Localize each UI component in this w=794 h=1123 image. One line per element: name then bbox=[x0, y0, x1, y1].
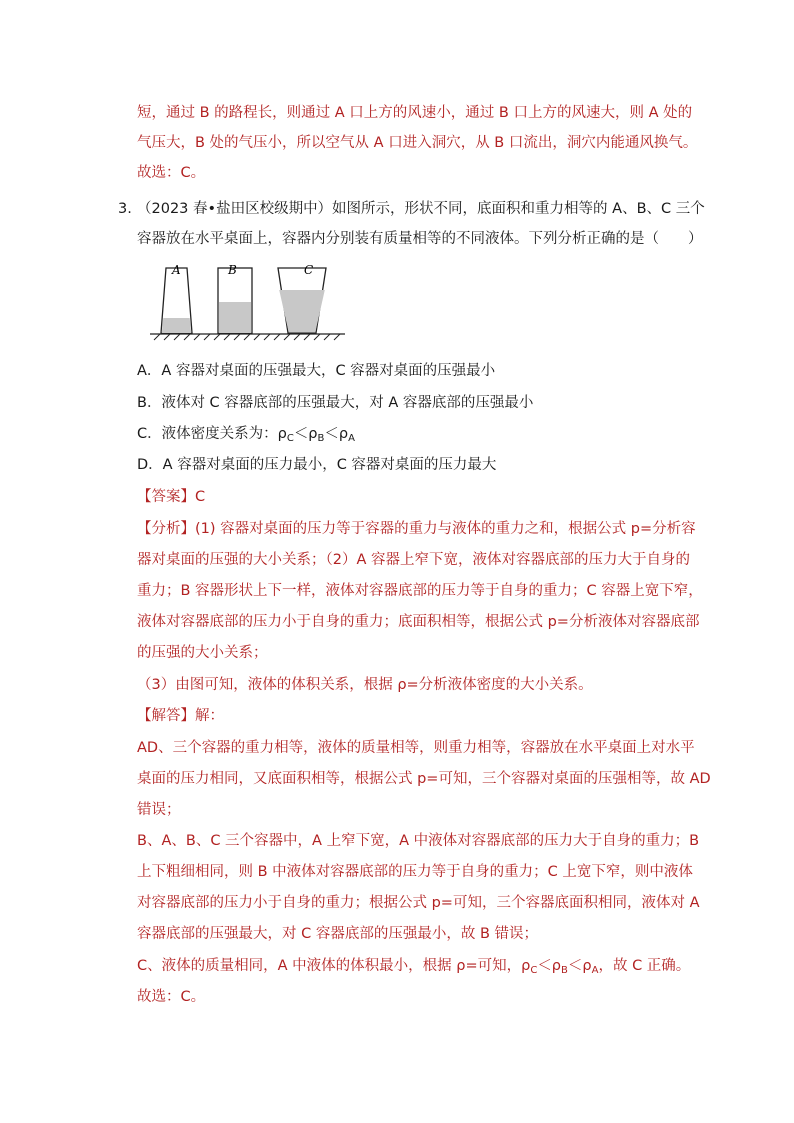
option-d: D．A 容器对桌面的压力最小，C 容器对桌面的压力最大 bbox=[137, 457, 497, 473]
option-b: B．液体对 C 容器底部的压强最大，对 A 容器底部的压强最小 bbox=[137, 395, 534, 411]
solution-b-line-2: 上下粗细相同，则 B 中液体对容器底部的压力等于自身的重力；C 上宽下窄，则中液体 bbox=[137, 864, 693, 880]
analysis-line-6: （3）由图可知，液体的体积关系，根据 ρ=分析液体密度的大小关系。 bbox=[137, 677, 593, 693]
analysis-line-3: 重力；B 容器形状上下一样，液体对容器底部的压力等于自身的重力；C 容器上宽下窄， bbox=[137, 583, 703, 599]
answer-value: C bbox=[195, 489, 206, 505]
question-stem-line-1: （2023 春•盐田区校级期中）如图所示，形状不同，底面积和重力相等的 A、B、C 三个 bbox=[137, 201, 705, 217]
liquid-c bbox=[279, 290, 325, 332]
solution-b-line-1: B、A、B、C 三个容器中，A 上窄下宽，A 中液体对容器底部的压力大于自身的重力；B bbox=[137, 833, 700, 849]
label-a: A bbox=[172, 263, 181, 277]
analysis-line-4: 液体对容器底部的压力小于自身的重力；底面积相等，根据公式 p=分析液体对容器底部 bbox=[137, 614, 700, 630]
analysis-line-1: 【分析】(1) 容器对桌面的压力等于容器的重力与液体的重力之和，根据公式 p=分析容 bbox=[137, 521, 696, 537]
solution-b-line-4: 容器底部的压强最大，对 C 容器底部的压强最小，故 B 错误； bbox=[137, 926, 539, 942]
solution-b-line-3: 对容器底部的压力小于自身的重力；根据公式 p=可知，三个容器底面积相同，液体对 A bbox=[137, 895, 700, 911]
solution-ad-line-1: AD、三个容器的重力相等，液体的质量相等，则重力相等，容器放在水平桌面上对水平 bbox=[137, 740, 695, 756]
solution-choice: 故选：C。 bbox=[137, 989, 206, 1005]
prev-choice: 故选：C。 bbox=[137, 165, 206, 181]
question-stem-line-2: 容器放在水平桌面上，容器内分别装有质量相等的不同液体。下列分析正确的是（ ） bbox=[137, 231, 703, 247]
label-b: B bbox=[228, 263, 237, 277]
liquid-b bbox=[219, 302, 252, 333]
solution-ad-line-2: 桌面的压力相同，又底面积相等，根据公式 p=可知，三个容器对桌面的压强相等，故 AD bbox=[137, 771, 711, 787]
label-c: C bbox=[304, 263, 314, 277]
analysis-label: 【分析】 bbox=[137, 521, 195, 537]
liquid-a bbox=[162, 318, 191, 333]
option-a: A．A 容器对桌面的压强最大，C 容器对桌面的压强最小 bbox=[137, 363, 496, 379]
analysis-line-2: 器对桌面的压强的大小关系；（2）A 容器上窄下宽，液体对容器底部的压力大于自身的 bbox=[137, 552, 691, 568]
solution-c-line: C、液体的质量相同，A 中液体的体积最小，根据 ρ=可知，$\rho_C<\rho_B<\rho_A$，故 C 正确。 bbox=[137, 958, 691, 976]
containers-figure bbox=[150, 258, 350, 346]
question-number: 3. bbox=[118, 201, 132, 217]
prev-solution-line-2: 气压大，B 处的气压小，所以空气从 A 口进入洞穴，从 B 口流出，洞穴内能通风换气。 bbox=[137, 135, 698, 151]
table-hatching bbox=[154, 334, 340, 340]
answer-label: 【答案】 bbox=[137, 489, 195, 505]
analysis-line-5: 的压强的大小关系； bbox=[137, 645, 268, 661]
solution-ad-line-3: 错误； bbox=[137, 802, 181, 818]
solution-label: 【解答】 bbox=[137, 708, 195, 724]
prev-solution-line-1: 短，通过 B 的路程长，则通过 A 口上方的风速小，通过 B 口上方的风速大，则 A 处的 bbox=[137, 105, 693, 121]
answer bbox=[137, 487, 205, 507]
option-c: C．液体密度关系为：$\rho_C<\rho_B<\rho_A$ bbox=[137, 426, 355, 444]
solution-heading: 【解答】解： bbox=[137, 708, 224, 724]
